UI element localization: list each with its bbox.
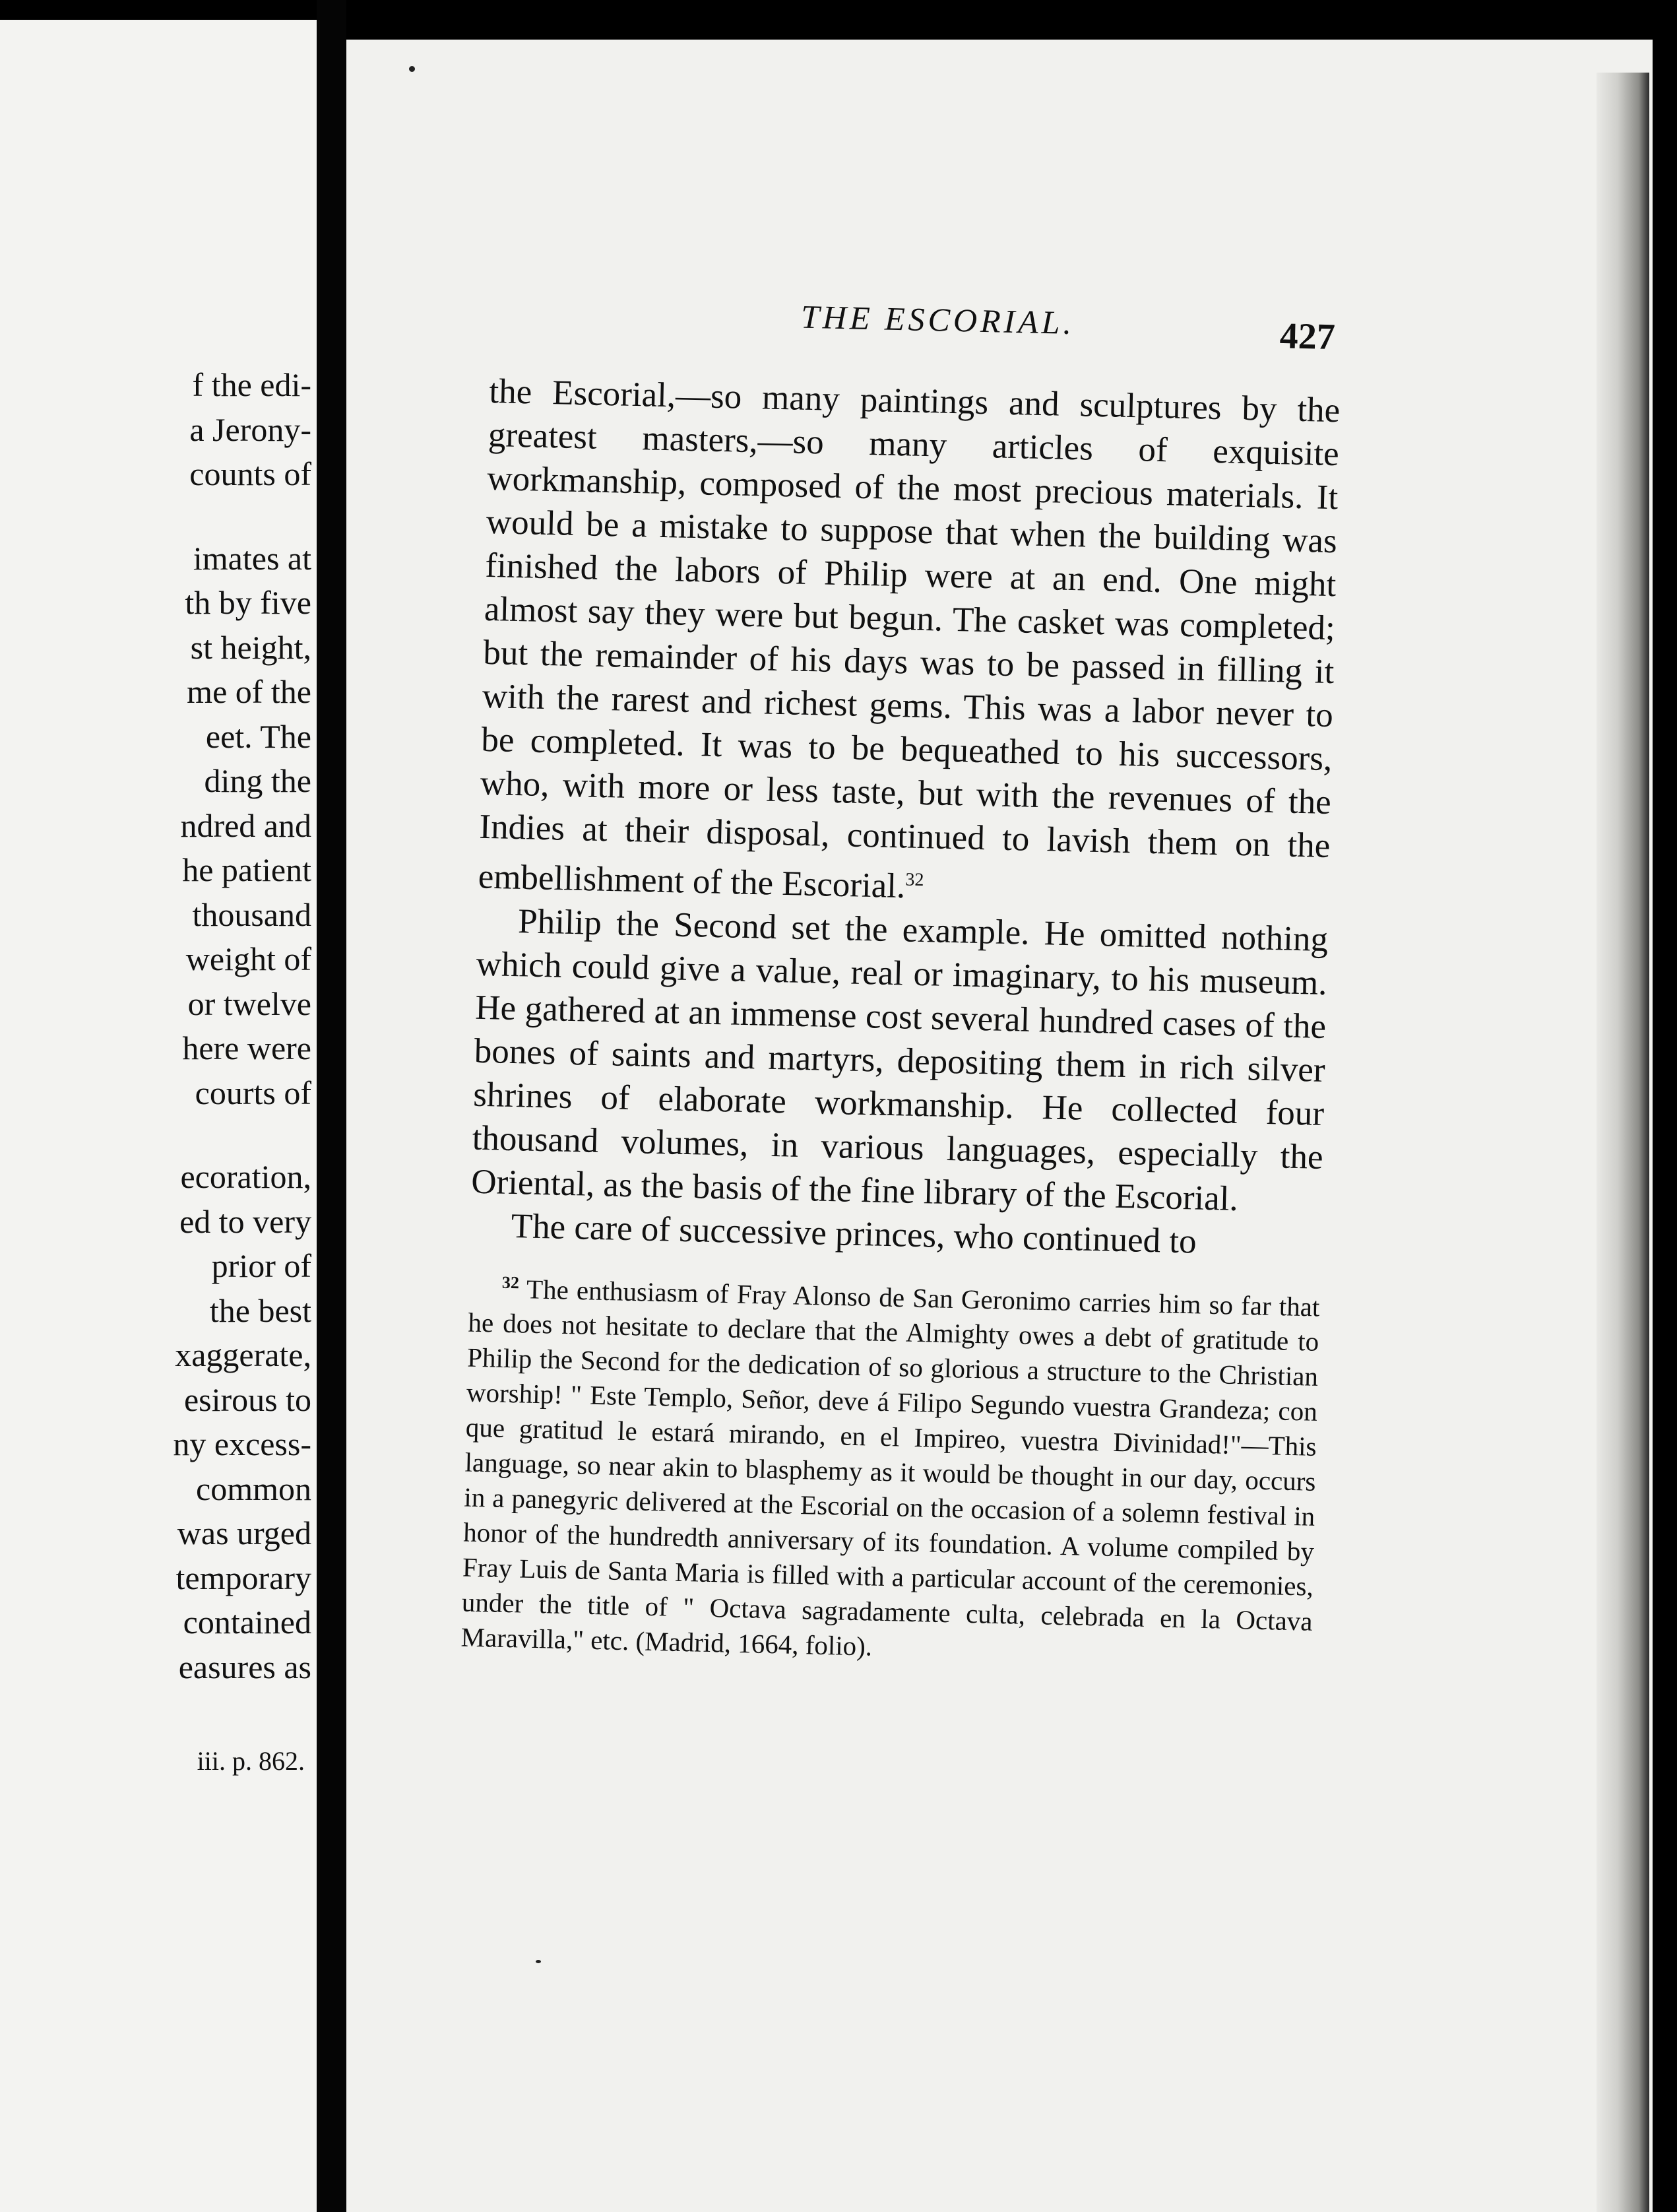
- page-number: 427: [1279, 315, 1336, 358]
- page-edge-shadow: [1597, 73, 1649, 2212]
- running-title: THE ESCORIAL.: [800, 298, 1075, 342]
- paragraph: the Escorial,—so many paintings and sculptures by the greatest masters,—so many articles of exquisite workmanship, composed of the most precious materials. It would be a mistake to suppose that when the building was finished the labors of Philip were at an end. One might almost say they were but begun. The casket was completed; but the remainder of his days was to be passed in filling it with the rarest and richest gems. This was a labor never to be completed. It was to be bequeathed to his successors, who, with more or less taste, but with the revenues of the Indies at their disposal, continued to lavish them on the embellishment of the Escorial.$^{32}$: [478, 372, 1341, 906]
- left-page-line: easures as: [178, 1648, 311, 1685]
- right-page: [346, 40, 1653, 2212]
- scan-speck: [536, 1960, 541, 1963]
- left-page-line: ed to very: [179, 1202, 311, 1240]
- left-page-footnote-fragment: iii. p. 862.: [197, 1746, 305, 1776]
- left-page-line: he patient: [182, 851, 311, 888]
- book-gutter: [317, 0, 346, 2212]
- left-page-line: was urged: [177, 1514, 311, 1551]
- left-page-line: xaggerate,: [175, 1336, 311, 1373]
- footnote: [460, 1264, 1320, 1674]
- footnote-mark: 32: [501, 1272, 520, 1292]
- left-page-line: contained: [183, 1604, 311, 1641]
- left-page-line: weight of: [185, 940, 311, 977]
- left-page-text: [8, 363, 311, 1689]
- left-page-line: esirous to: [183, 1381, 311, 1418]
- left-page-gap: [8, 497, 311, 537]
- body-text: [470, 370, 1341, 1266]
- left-page-line: the best: [209, 1291, 311, 1329]
- left-page-line: f the edi-: [192, 366, 311, 403]
- left-page-line: imates at: [193, 539, 311, 577]
- left-page-line: prior of: [211, 1247, 311, 1284]
- left-page-line: a Jerony-: [189, 410, 311, 448]
- page-text-block: [460, 290, 1653, 1683]
- left-page-line: temporary: [175, 1559, 311, 1596]
- left-page-line: me of the: [187, 673, 311, 710]
- left-page-line: ecoration,: [180, 1158, 311, 1195]
- left-page-line: or twelve: [187, 985, 311, 1022]
- left-page-line: st height,: [190, 628, 311, 666]
- left-page-line: ding the: [204, 762, 311, 799]
- footnote-reference: 32: [905, 869, 924, 891]
- left-page-line: eet. The: [205, 717, 311, 755]
- left-page-line: counts of: [189, 455, 311, 492]
- scan-speck: [409, 66, 415, 72]
- left-page-line: courts of: [195, 1074, 311, 1111]
- left-page-line: common: [196, 1470, 311, 1507]
- left-page-gap: [8, 1115, 311, 1155]
- left-page-line: ndred and: [180, 806, 311, 844]
- left-facing-page: [0, 20, 317, 2212]
- paragraph: Philip the Second set the example. He omitted nothing which could give a value, real or imaginary, to his museum. He gathered at an immense cost several hundred cases of the bones of saints and martyrs, depositing them in rich silver shrines of elaborate workmanship. He collected four thousand volumes, in various languages, especially the Oriental, as the basis of the fine library of the Escorial.: [470, 901, 1329, 1218]
- left-page-line: th by five: [185, 584, 311, 621]
- paragraph: The care of successive princes, who continued to: [511, 1206, 1197, 1261]
- left-page-line: ny excess-: [173, 1425, 311, 1462]
- footnote-text: The enthusiasm of Fray Alonso de San Geronimo carries him so far that he does not hesitate to declare that the Almighty owes a debt of gratitude to Philip the Second for the dedication of so glorious a structure to the Christian worship! " Este Templo, Señor, deve á Filipo Segundo vuestra Grandeza; con que gratitud le estará mirando, en el Impireo, vuestra Divinidad!"—This language, so near akin to blasphemy as it would be thought in our day, occurs in a panegyric delivered at the Escorial on the occasion of a solemn festival in honor of the hundredth anniversary of its foundation. A volume compiled by Fray Luis de Santa Maria is filled with a particular account of the ceremonies, under the title of " Octava sagradamente culta, celebrada en la Octava Maravilla," etc. (Madrid, 1664, folio).: [460, 1273, 1320, 1662]
- left-page-line: thousand: [192, 895, 311, 933]
- left-page-line: here were: [182, 1029, 311, 1066]
